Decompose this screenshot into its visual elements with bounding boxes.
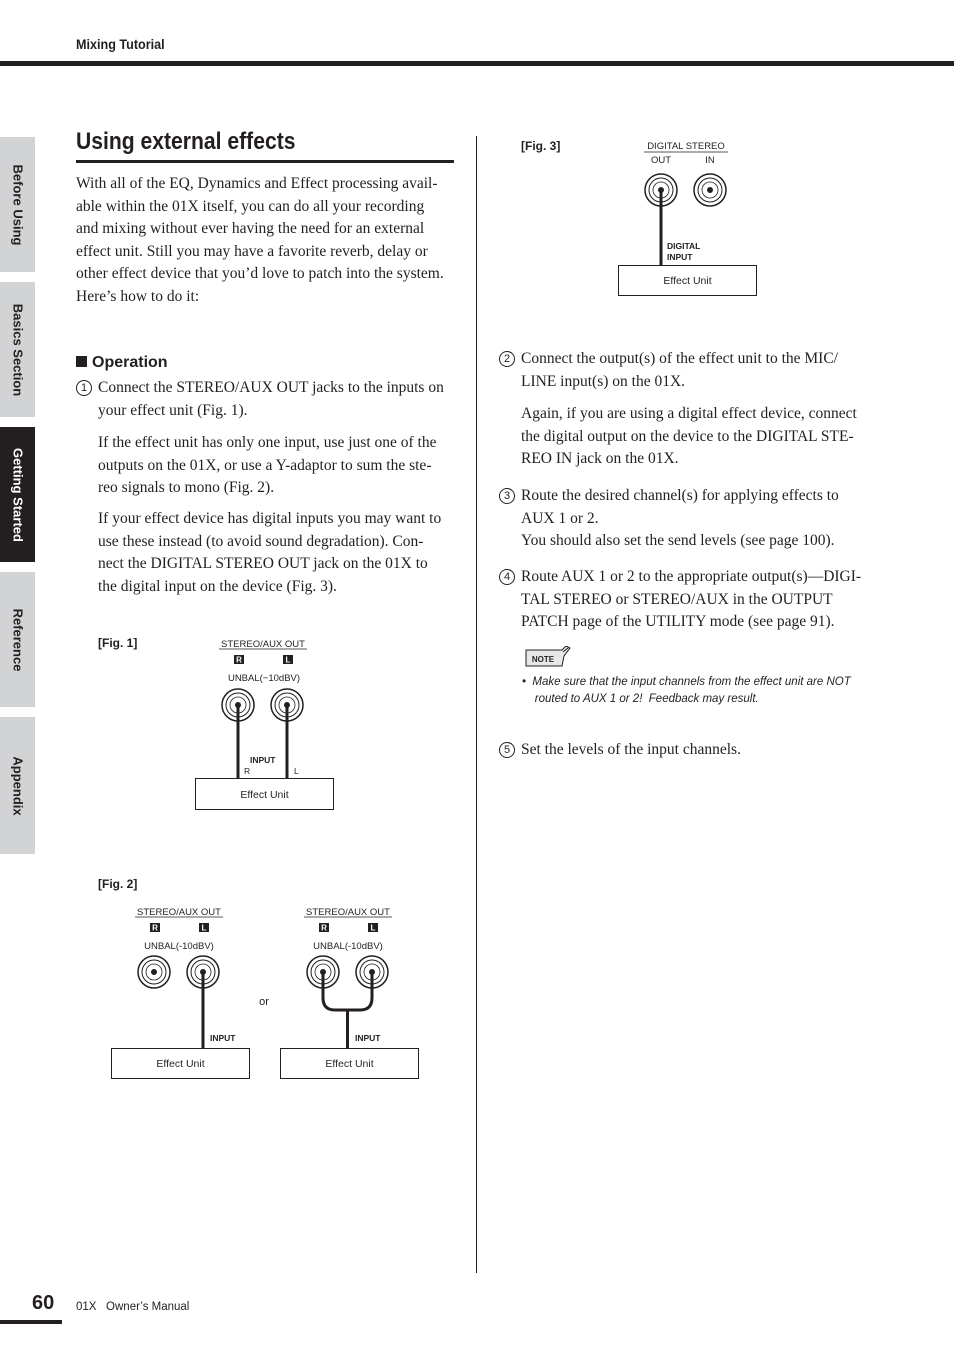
text-line: the digital input on the device (Fig. 3). — [98, 577, 337, 595]
text-line: and mixing without ever having the need for an external — [76, 220, 425, 238]
text-line: Route the desired channel(s) for applying effects to — [521, 487, 839, 504]
step-4-paragraph — [521, 566, 881, 634]
text-line: nect the DIGITAL STEREO OUT jack on the 01X to — [98, 555, 428, 573]
intro-paragraph — [76, 173, 456, 309]
note-icon — [524, 646, 572, 668]
jack-title: STEREO/AUX OUT — [306, 907, 390, 918]
fig-3-label: [Fig. 3] — [521, 139, 561, 153]
footer-manual-title: 01X Owner’s Manual — [76, 1301, 190, 1313]
r-badge-text: R — [321, 923, 327, 933]
text-line: REO IN jack on the 01X. — [521, 450, 679, 468]
tab-getting-started[interactable] — [0, 427, 35, 562]
tab-basics-section[interactable] — [0, 282, 35, 417]
step-number: 1 — [76, 380, 92, 396]
text-line: reo signals to mono (Fig. 2). — [98, 479, 275, 497]
l-badge-text: L — [201, 923, 207, 933]
l-badge-text: L — [285, 655, 291, 665]
digital-input-label-line2: INPUT — [667, 252, 693, 262]
tab-label: Before Using — [10, 164, 25, 245]
jack-title: DIGITAL STEREO — [647, 141, 725, 152]
step-2-paragraph-2 — [521, 403, 881, 471]
step-1-paragraph-2 — [98, 432, 458, 500]
tab-before-using[interactable] — [0, 137, 35, 272]
text-line: your effect unit (Fig. 1). — [98, 401, 248, 419]
text-line: outputs on the 01X, or use a Y-adaptor to sum the ste- — [98, 456, 432, 474]
tab-label: Reference — [10, 608, 25, 671]
text-line: If the effect unit has only one input, use just one of the — [98, 434, 437, 451]
text-line: Connect the STEREO/AUX OUT jacks to the inputs on — [98, 379, 444, 396]
step-number: 2 — [499, 351, 515, 367]
text-line: use these instead (to avoid sound degradation). Con- — [98, 532, 424, 550]
text-line: routed to AUX 1 or 2! Feedback may result. — [522, 693, 759, 705]
fig-3-diagram — [610, 134, 770, 300]
text-line: Connect the output(s) of the effect unit to the MIC/ — [521, 350, 838, 367]
effect-unit-label: Effect Unit — [663, 275, 712, 287]
fig-2-label: [Fig. 2] — [98, 877, 138, 891]
in-label: IN — [705, 155, 715, 166]
fig-1-diagram — [180, 630, 360, 815]
y-adaptor-cable — [323, 972, 372, 1010]
note-badge-text: NOTE — [531, 655, 555, 664]
text-line: Set the levels of the input channels. — [521, 741, 741, 758]
step-number: 4 — [499, 569, 515, 585]
digital-input-label-line1: DIGITAL — [667, 241, 701, 251]
tab-label: Getting Started — [10, 447, 25, 542]
l-badge-text: L — [370, 923, 376, 933]
text-line: Route AUX 1 or 2 to the appropriate output(s)—DIGI- — [521, 568, 862, 585]
input-r-label: R — [244, 766, 251, 776]
tab-reference[interactable] — [0, 572, 35, 707]
text-line: PATCH page of the UTILITY mode (see page 91). — [521, 613, 835, 631]
text-line: If your effect device has digital inputs you may want to — [98, 510, 442, 527]
effect-unit-label: Effect Unit — [156, 1058, 205, 1070]
running-header: Mixing Tutorial — [76, 36, 165, 52]
jack-title: STEREO/AUX OUT — [221, 639, 305, 650]
tab-appendix[interactable] — [0, 717, 35, 854]
text-line: AUX 1 or 2. — [521, 509, 599, 527]
operation-heading — [76, 354, 168, 372]
step-2-paragraph-1 — [521, 348, 881, 393]
text-line: Here’s how to do it: — [76, 287, 200, 305]
text-line: With all of the EQ, Dynamics and Effect processing avail- — [76, 175, 438, 192]
tab-label: Basics Section — [10, 303, 25, 396]
jack-r-icon — [138, 956, 170, 988]
title-rule — [76, 160, 454, 163]
r-badge-text: R — [236, 655, 242, 665]
step-3-paragraph — [521, 485, 881, 553]
section-title: Using external effects — [76, 128, 296, 155]
text-line: other effect device that you’d love to patch into the system. — [76, 265, 444, 283]
step-1-paragraph-1 — [98, 377, 458, 422]
page-number: 60 — [32, 1292, 55, 1314]
level-text: UNBAL(-10dBV) — [144, 941, 214, 952]
tab-label: Appendix — [10, 755, 25, 816]
operation-heading-text: Operation — [92, 354, 168, 371]
text-line: effect unit. Still you may have a favorite reverb, delay or — [76, 242, 428, 260]
effect-unit-label: Effect Unit — [325, 1058, 374, 1070]
input-label: INPUT — [355, 1033, 381, 1043]
fig-2-diagram — [100, 900, 440, 1084]
text-line: Again, if you are using a digital effect device, connect — [521, 405, 857, 422]
fig-1-label: [Fig. 1] — [98, 636, 138, 650]
header-rule — [0, 61, 954, 66]
text-line: • Make sure that the input channels from the effect unit are NOT — [522, 676, 851, 688]
text-line: You should also set the send levels (see page 100). — [521, 532, 835, 550]
or-text: or — [259, 996, 269, 1008]
level-text: UNBAL(-10dBV) — [313, 941, 383, 952]
column-divider — [476, 136, 477, 1273]
step-number: 5 — [499, 742, 515, 758]
effect-unit-label: Effect Unit — [240, 789, 289, 801]
r-badge-text: R — [152, 923, 158, 933]
square-bullet-icon — [76, 356, 87, 367]
input-label: INPUT — [210, 1033, 236, 1043]
text-line: LINE input(s) on the 01X. — [521, 372, 686, 390]
text-line: able within the 01X itself, you can do all your recording — [76, 197, 425, 215]
level-text: UNBAL(−10dBV) — [227, 673, 301, 684]
step-number: 3 — [499, 488, 515, 504]
step-5-paragraph — [521, 739, 881, 762]
out-label: OUT — [650, 155, 672, 166]
input-l-label: L — [294, 766, 299, 776]
input-label: INPUT — [250, 755, 276, 765]
text-line: TAL STEREO or STEREO/AUX in the OUTPUT — [521, 590, 833, 608]
text-line: the digital output on the device to the DIGITAL STE- — [521, 427, 854, 445]
step-1-paragraph-3 — [98, 508, 458, 598]
note-text — [522, 674, 874, 708]
jack-in-icon — [694, 174, 726, 206]
footer-rule — [0, 1320, 62, 1324]
jack-title: STEREO/AUX OUT — [137, 907, 221, 918]
